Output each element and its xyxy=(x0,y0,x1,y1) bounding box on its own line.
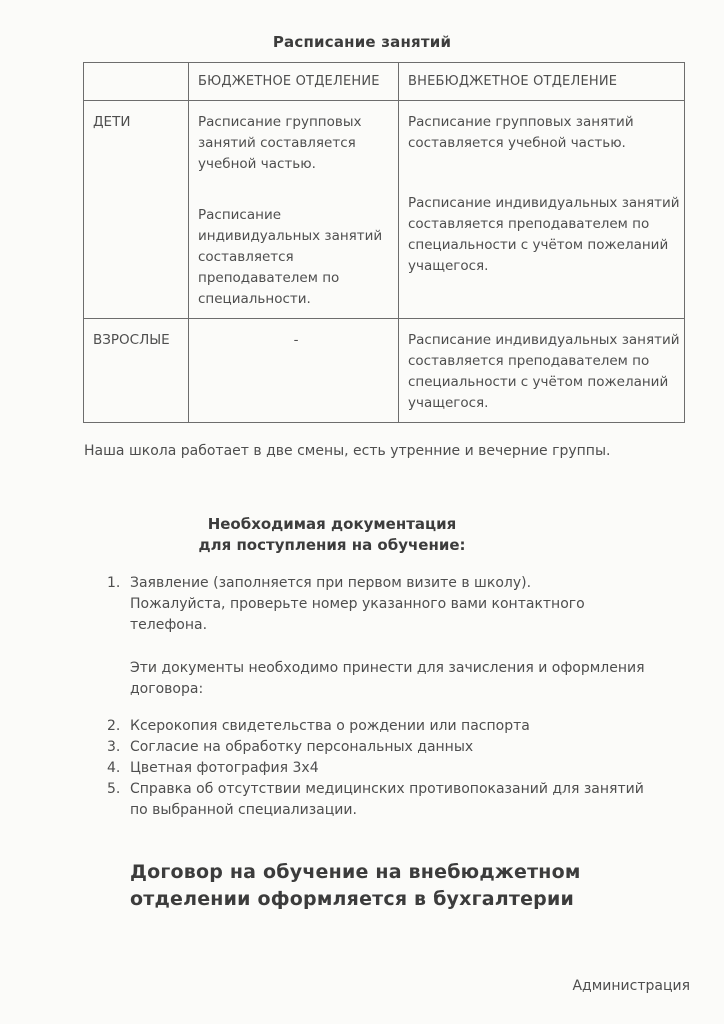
item-text: Ксерокопия свидетельства о рождении или паспорта xyxy=(130,718,530,734)
documents-list xyxy=(107,573,667,821)
item-number: 1. xyxy=(107,575,121,591)
page-title: Расписание занятий xyxy=(272,33,452,51)
schedule-table xyxy=(83,62,685,423)
table-cell-paragraph: Расписание индивидуальных занятий составляется преподавателем по специальности с учётом пожеланий учащегося. xyxy=(408,195,680,274)
documents-heading-line: для поступления на обучение: xyxy=(198,536,466,554)
list-item xyxy=(107,573,667,636)
item-text-line: Заявление (заполняется при первом визите в школу). xyxy=(130,575,532,591)
item-number: 4. xyxy=(107,760,121,776)
item-number: 2. xyxy=(107,718,121,734)
documents-heading-line: Необходимая документация xyxy=(207,515,457,533)
table-cell-paragraph: Расписание индивидуальных занятий составляется преподавателем по специальности с учётом пожеланий учащегося. xyxy=(408,332,680,411)
adults-nonbudget-cell xyxy=(399,319,685,423)
list-item xyxy=(107,737,667,758)
item-text-line: Пожалуйста, проверьте номер указанного вами контактного телефона. xyxy=(130,596,585,633)
item-text: Справка об отсутствии медицинских противопоказаний для занятий по выбранной специализации. xyxy=(130,781,644,818)
table-row-adults xyxy=(84,319,685,423)
item-text: Согласие на обработку персональных данных xyxy=(130,739,474,755)
contract-notice xyxy=(130,859,724,913)
kids-nonbudget-cell xyxy=(399,101,685,319)
table-cell-paragraph: Расписание групповых занятий составляется учебной частью. xyxy=(408,114,634,151)
item-text: Цветная фотография 3х4 xyxy=(130,760,319,776)
kids-budget-cell xyxy=(189,101,399,319)
shifts-note: Наша школа работает в две смены, есть утренние и вечерние группы. xyxy=(84,443,611,459)
row-label-kids: ДЕТИ xyxy=(84,101,189,319)
header-budget-dept: БЮДЖЕТНОЕ ОТДЕЛЕНИЕ xyxy=(189,63,399,101)
table-row-kids xyxy=(84,101,685,319)
item-text xyxy=(130,573,660,636)
header-empty-cell xyxy=(84,63,189,101)
table-cell-paragraph: Расписание групповых занятий составляется учебной частью. xyxy=(198,114,362,172)
adults-budget-cell: - xyxy=(189,319,399,423)
table-header-row xyxy=(84,63,685,101)
item-number: 3. xyxy=(107,739,121,755)
contract-notice-line: отделении оформляется в бухгалтерии xyxy=(130,888,574,910)
item-number: 5. xyxy=(107,781,121,797)
table-cell-paragraph: Расписание индивидуальных занятий составляется преподавателем по специальности. xyxy=(198,207,383,307)
contract-notice-line: Договор на обучение на внебюджетном xyxy=(130,861,581,883)
row-label-adults: ВЗРОСЛЫЕ xyxy=(84,319,189,423)
documents-bring-note: Эти документы необходимо принести для зачисления и оформления договора: xyxy=(130,660,645,697)
list-item xyxy=(107,779,667,821)
list-item xyxy=(107,716,667,737)
administration-signature: Администрация xyxy=(572,978,690,994)
header-nonbudget-dept: ВНЕБЮДЖЕТНОЕ ОТДЕЛЕНИЕ xyxy=(399,63,685,101)
documents-heading xyxy=(84,514,580,556)
list-item xyxy=(107,758,667,779)
